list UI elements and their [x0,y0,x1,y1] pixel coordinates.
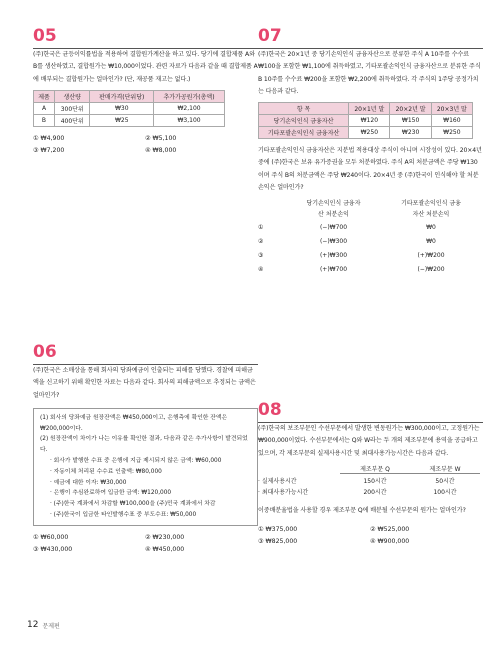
table-header: 판매가격(단위당) [90,90,154,102]
question-number: 06 [33,342,57,362]
option-3[interactable]: ③ ₩7,200 [33,147,65,155]
table-cell: 150시간 [363,477,387,485]
question-number: 08 [258,400,282,420]
data-table [258,102,473,139]
table-cell: B [34,114,55,126]
table-cell: A [34,102,55,114]
table-cell: 50시간 [435,477,455,485]
table-header: 20×3년 말 [431,103,472,115]
page-number: 12 [27,620,39,630]
box-line: · 예금에 대한 이자: ₩30,000 [50,479,127,486]
table-header: 제조부문 W [410,464,480,474]
table-cell: ₩250 [349,127,390,139]
answer-options [33,133,258,157]
question-number: 05 [33,26,57,46]
question-stem: (주)한국의 보조부문인 수선부문에서 발생한 변동원가는 ₩300,000이고, 고정원가는 ₩900,000이었다. 수선부문에서는 Q와 W라는 두 개의 제조부문에 용역을 공급하고 있으며, 각 제조부문의 실제사용시간 및 최대사용가능시간은 다음과 같다. [258,425,480,457]
option-2[interactable]: ② ₩525,000 [370,525,410,533]
data-table [258,464,483,497]
table-cell: ₩2,100 [154,102,225,114]
option-3[interactable]: ③ ₩430,000 [33,546,73,554]
table-cell: ₩25 [90,114,154,126]
data-table [33,90,225,127]
table-cell: ₩160 [431,115,472,127]
option-1[interactable]: ① (−)₩700 ₩0 [258,223,436,231]
box-line: (1) 회사의 당좌예금 원장잔액은 ₩450,000이고, 은행측에 확인한 잔액은 ₩200,000이다. [40,414,228,432]
option-3[interactable]: ③ (+)₩300 (+)₩200 [258,251,445,259]
divider [33,48,258,49]
option-2[interactable]: ② ₩5,100 [145,135,177,143]
table-cell: ₩250 [431,127,472,139]
table-cell: ₩150 [390,115,431,127]
option-column-header: 기타포괄손익인식 금융자산 처분손익 [401,200,461,219]
table-cell: · 실제사용시간 [258,477,297,485]
question-07 [258,26,483,276]
question-stem: (주)한국은 20×1년 중 당기손익인식 금융자산으로 분류한 주식 A 10주를 수수료 ₩100을 포함한 ₩1,100에 취득하였고, 기타포괄손익인식 금융자산으로 분류한 주식 B 10주를 수수료 ₩200을 포함한 ₩2,200에 취득하였다. 각 주식의 1주당 공정가치는 다음과 같다. [258,51,481,95]
option-4[interactable]: ④ ₩450,000 [145,546,185,554]
option-4[interactable]: ④ ₩900,000 [370,537,410,545]
option-4[interactable]: ④ (+)₩700 (−)₩200 [258,265,445,273]
box-line: · 자동이체 처리된 수수료 인출액: ₩80,000 [50,468,162,475]
question-stem: (주)한국은 균등이익률법을 적용하여 결합원가계산을 하고 있다. 당기에 결합제품 A와 B를 생산하였고, 결합원가는 ₩10,000이었다. 관련 자료가 다음과 같을 때 결합제품 A에 배부되는 결합원가는 얼마인가? (단, 재공품 재고는 없다.) [33,51,258,83]
table-header: 제조부문 Q [340,464,410,474]
question-08 [258,400,483,547]
box-line: · (주)한국이 입금한 타인발행수표 중 부도수표: ₩50,000 [50,512,197,519]
divider [33,364,258,365]
question-stem-continued: 이중배분율법을 사용할 경우 제조부문 Q에 배분될 수선부문의 원가는 얼마인가? [258,506,466,514]
table-cell: · 최대사용가능시간 [258,488,309,496]
option-4[interactable]: ④ ₩8,000 [145,147,177,155]
table-header: 항 목 [259,103,349,115]
option-1[interactable]: ① ₩375,000 [258,525,298,533]
question-06 [33,342,258,556]
table-header: 생산량 [54,90,89,102]
table-header: 제품 [34,90,55,102]
question-number: 07 [258,26,282,46]
divider [258,48,483,49]
table-header: 추가가공원가(총액) [154,90,225,102]
box-line: (2) 원장잔액이 차이가 나는 이유를 확인한 결과, 다음과 같은 추가사항이 발견되었다. [40,436,248,454]
section-label: 문제편 [42,622,60,630]
answer-options [258,523,483,547]
option-column-header: 당기손익인식 금융자산 처분손익 [306,200,361,219]
box-line: · (주)한국 계좌에서 차감할 ₩100,000을 (주)민국 계좌에서 차감 [50,501,216,508]
question-stem: (주)한국은 소매상을 통해 회사의 당좌예금이 인출되는 피해를 당했다. 경찰에 피해금액을 신고하기 위해 확인한 자료는 다음과 같다. 회사의 피해금액으로 추정되는 금액은 얼마인가? [33,367,256,399]
option-1[interactable]: ① ₩60,000 [33,534,69,542]
page-footer [27,620,60,630]
table-cell: 당기손익인식 금융자산 [259,115,349,127]
table-header: 20×2년 말 [390,103,431,115]
divider [258,422,483,423]
table-header: 20×1년 말 [349,103,390,115]
option-2[interactable]: ② ₩230,000 [145,534,185,542]
option-1[interactable]: ① ₩4,900 [33,135,65,143]
table-cell: 300단위 [54,102,89,114]
table-cell: 기타포괄손익인식 금융자산 [259,127,349,139]
table-cell: 100시간 [433,488,457,496]
answer-options [33,532,258,556]
table-cell: 400단위 [54,114,89,126]
table-cell: ₩120 [349,115,390,127]
info-box [33,408,258,526]
table-cell: ₩230 [390,127,431,139]
question-stem-continued: 기타포괄손익인식 금융자산은 지분법 적용대상 주식이 아니며 시장성이 있다. 20×4년 중에 (주)한국은 보유 유가증권을 모두 처분하였다. 주식 A의 처분금액은 주당 ₩130이며 주식 B의 처분금액은 주당 ₩240이다. 20×4년 중 (주)한국이 인식해야 할 처분손익은 얼마인가? [258,147,482,192]
table-cell: 200시간 [363,488,387,496]
option-3[interactable]: ③ ₩825,000 [258,537,298,545]
question-05 [33,26,258,157]
table-cell: ₩3,100 [154,114,225,126]
option-2[interactable]: ② (−)₩300 ₩0 [258,237,436,245]
box-line: · 회사가 발행한 수표 중 은행에 지급 제시되지 않은 금액: ₩60,000 [50,458,222,465]
table-cell: ₩30 [90,102,154,114]
box-line: · 은행이 추심완료하여 입금한 금액: ₩120,000 [50,490,172,497]
answer-options [258,198,483,276]
